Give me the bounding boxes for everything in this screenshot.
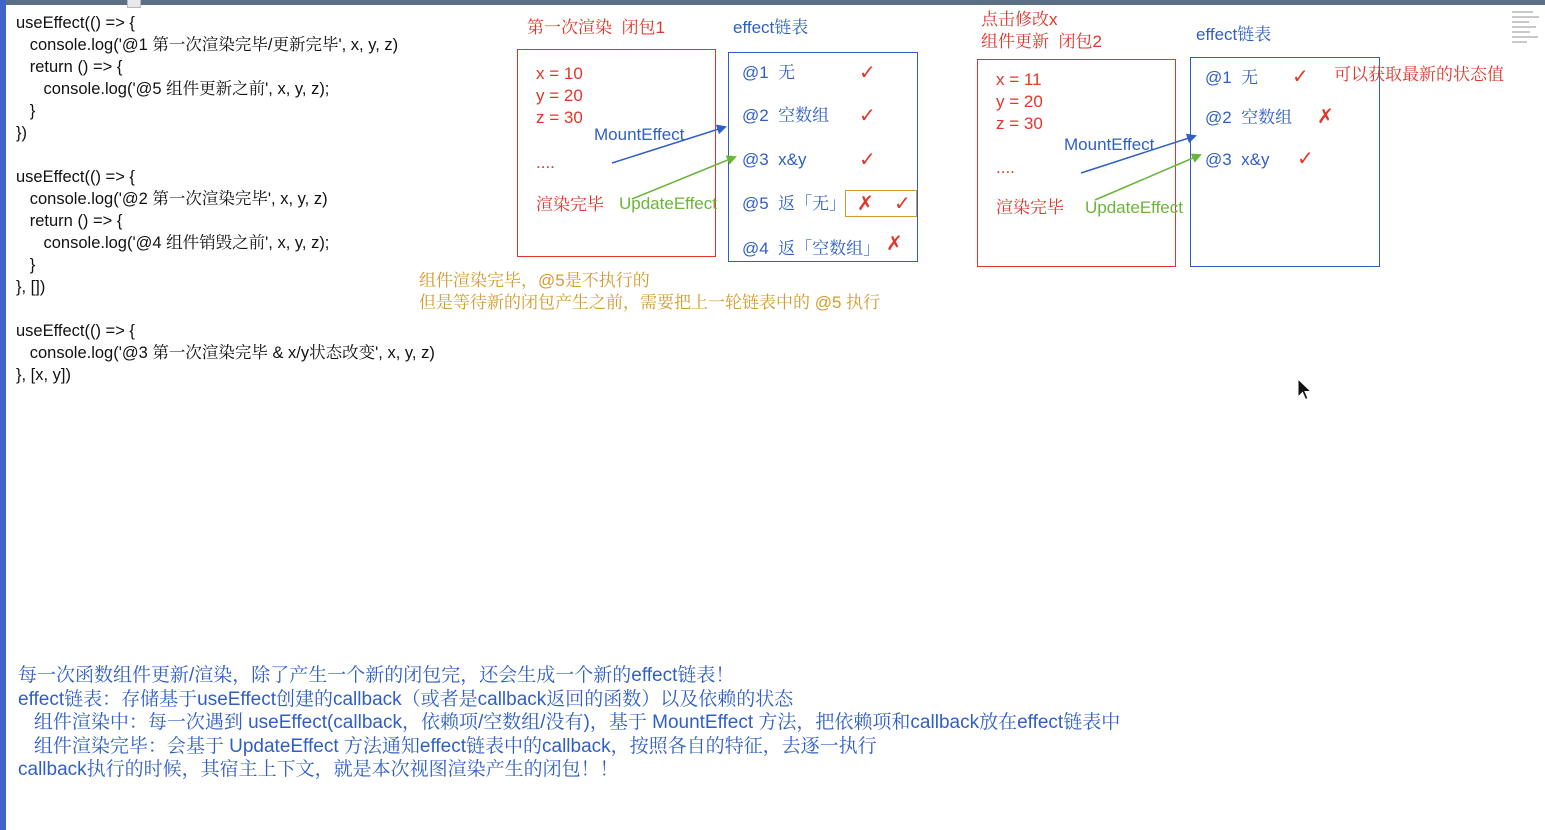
check-icon: ✓ bbox=[1297, 146, 1314, 170]
closure1-ellipsis: .... bbox=[536, 153, 555, 172]
code-line: useEffect(() => { bbox=[16, 322, 135, 340]
minimap-thumbnail[interactable] bbox=[1512, 8, 1542, 54]
closure1-update-label: UpdateEffect bbox=[619, 194, 717, 213]
mount-arrow-1 bbox=[612, 127, 725, 163]
code-line: console.log('@2 第一次渲染完毕', x, y, z) bbox=[16, 190, 328, 208]
check-icon: ✓ bbox=[1292, 64, 1309, 88]
list1-title: effect链表 bbox=[733, 18, 809, 37]
list2-item-1: @1 无 bbox=[1205, 68, 1259, 87]
list1-item-3: @3 x&y bbox=[742, 150, 807, 169]
check-icon: ✓ bbox=[894, 191, 911, 215]
check-icon: ✓ bbox=[859, 60, 876, 84]
closure1-var-y: y = 20 bbox=[536, 86, 583, 105]
cross-icon: ✗ bbox=[857, 191, 874, 215]
closure2-title-1: 点击修改x bbox=[981, 10, 1058, 29]
code-line: }, []) bbox=[16, 278, 46, 296]
code-line: return () => { bbox=[16, 212, 123, 230]
check-icon: ✓ bbox=[859, 147, 876, 171]
code-line: }, [x, y]) bbox=[16, 366, 72, 384]
closure2-var-x: x = 11 bbox=[996, 70, 1042, 89]
list2-side-note: 可以获取最新的状态值 bbox=[1334, 65, 1504, 84]
closure2-var-z: z = 30 bbox=[996, 114, 1043, 133]
code-line: console.log('@5 组件更新之前', x, y, z); bbox=[16, 80, 330, 98]
code-line: useEffect(() => { bbox=[16, 14, 135, 32]
closure2-update-label: UpdateEffect bbox=[1085, 198, 1183, 217]
list1-item-5: @5 返「无」 bbox=[742, 194, 847, 213]
closure2-var-y: y = 20 bbox=[996, 92, 1043, 111]
code-line: useEffect(() => { bbox=[16, 168, 135, 186]
code-line: } bbox=[16, 102, 36, 120]
check-icon: ✓ bbox=[859, 103, 876, 127]
closure2-mount-label: MountEffect bbox=[1064, 135, 1155, 154]
summary-line: 每一次函数组件更新/渲染，除了产生一个新的闭包完，还会生成一个新的effect链表！ bbox=[18, 665, 735, 686]
list2-title: effect链表 bbox=[1196, 25, 1272, 44]
mouse-cursor-icon bbox=[1297, 378, 1313, 402]
code-line: console.log('@1 第一次渲染完毕/更新完毕', x, y, z) bbox=[16, 36, 399, 54]
closure1-title: 第一次渲染 闭包1 bbox=[527, 18, 665, 37]
summary-line: effect链表：存储基于useEffect创建的callback（或者是callback返回的函数）以及依赖的状态 bbox=[18, 688, 794, 710]
update-arrow-2 bbox=[1095, 155, 1200, 200]
closure2-ellipsis: .... bbox=[996, 158, 1015, 177]
mount-arrow-2 bbox=[1081, 136, 1195, 173]
list1-item-1: @1 无 bbox=[742, 63, 796, 82]
closure2-render-done: 渲染完毕 bbox=[996, 198, 1064, 217]
summary-line: 组件渲染完毕：会基于 UpdateEffect 方法通知effect链表中的callback，按照各自的特征，去逐一执行 bbox=[18, 735, 877, 757]
update-arrow-1 bbox=[632, 157, 735, 199]
cross-icon: ✗ bbox=[1317, 104, 1334, 128]
list2-item-2: @2 空数组 bbox=[1205, 108, 1293, 127]
code-line: } bbox=[16, 256, 36, 274]
code-line: return () => { bbox=[16, 58, 123, 76]
list1-item-4: @4 返「空数组」 bbox=[742, 239, 881, 258]
summary-block bbox=[18, 664, 1120, 782]
list1-item-2: @2 空数组 bbox=[742, 106, 830, 125]
closure1-render-done: 渲染完毕 bbox=[536, 195, 604, 214]
list2-item-3: @3 x&y bbox=[1205, 150, 1270, 169]
note-line-1: 组件渲染完毕，@5是不执行的 bbox=[419, 271, 650, 290]
closure1-mount-label: MountEffect bbox=[594, 125, 685, 144]
code-line: console.log('@3 第一次渲染完毕 & x/y状态改变', x, y, z) bbox=[16, 344, 435, 362]
code-line: }) bbox=[16, 124, 28, 142]
closure2-title-2: 组件更新 闭包2 bbox=[981, 32, 1102, 51]
code-line: console.log('@4 组件销毁之前', x, y, z); bbox=[16, 234, 330, 252]
note-line-2: 但是等待新的闭包产生之前，需要把上一轮链表中的 @5 执行 bbox=[419, 293, 881, 312]
closure1-var-x: x = 10 bbox=[536, 64, 583, 83]
closure1-var-z: z = 30 bbox=[536, 108, 583, 127]
summary-line: 组件渲染中：每一次遇到 useEffect(callback，依赖项/空数组/没有)，基于 MountEffect 方法，把依赖项和callback放在effect链表中 bbox=[18, 712, 1121, 733]
summary-line: callback执行的时候，其宿主上下文，就是本次视图渲染产生的闭包！！ bbox=[18, 759, 619, 780]
cross-icon: ✗ bbox=[886, 231, 903, 255]
